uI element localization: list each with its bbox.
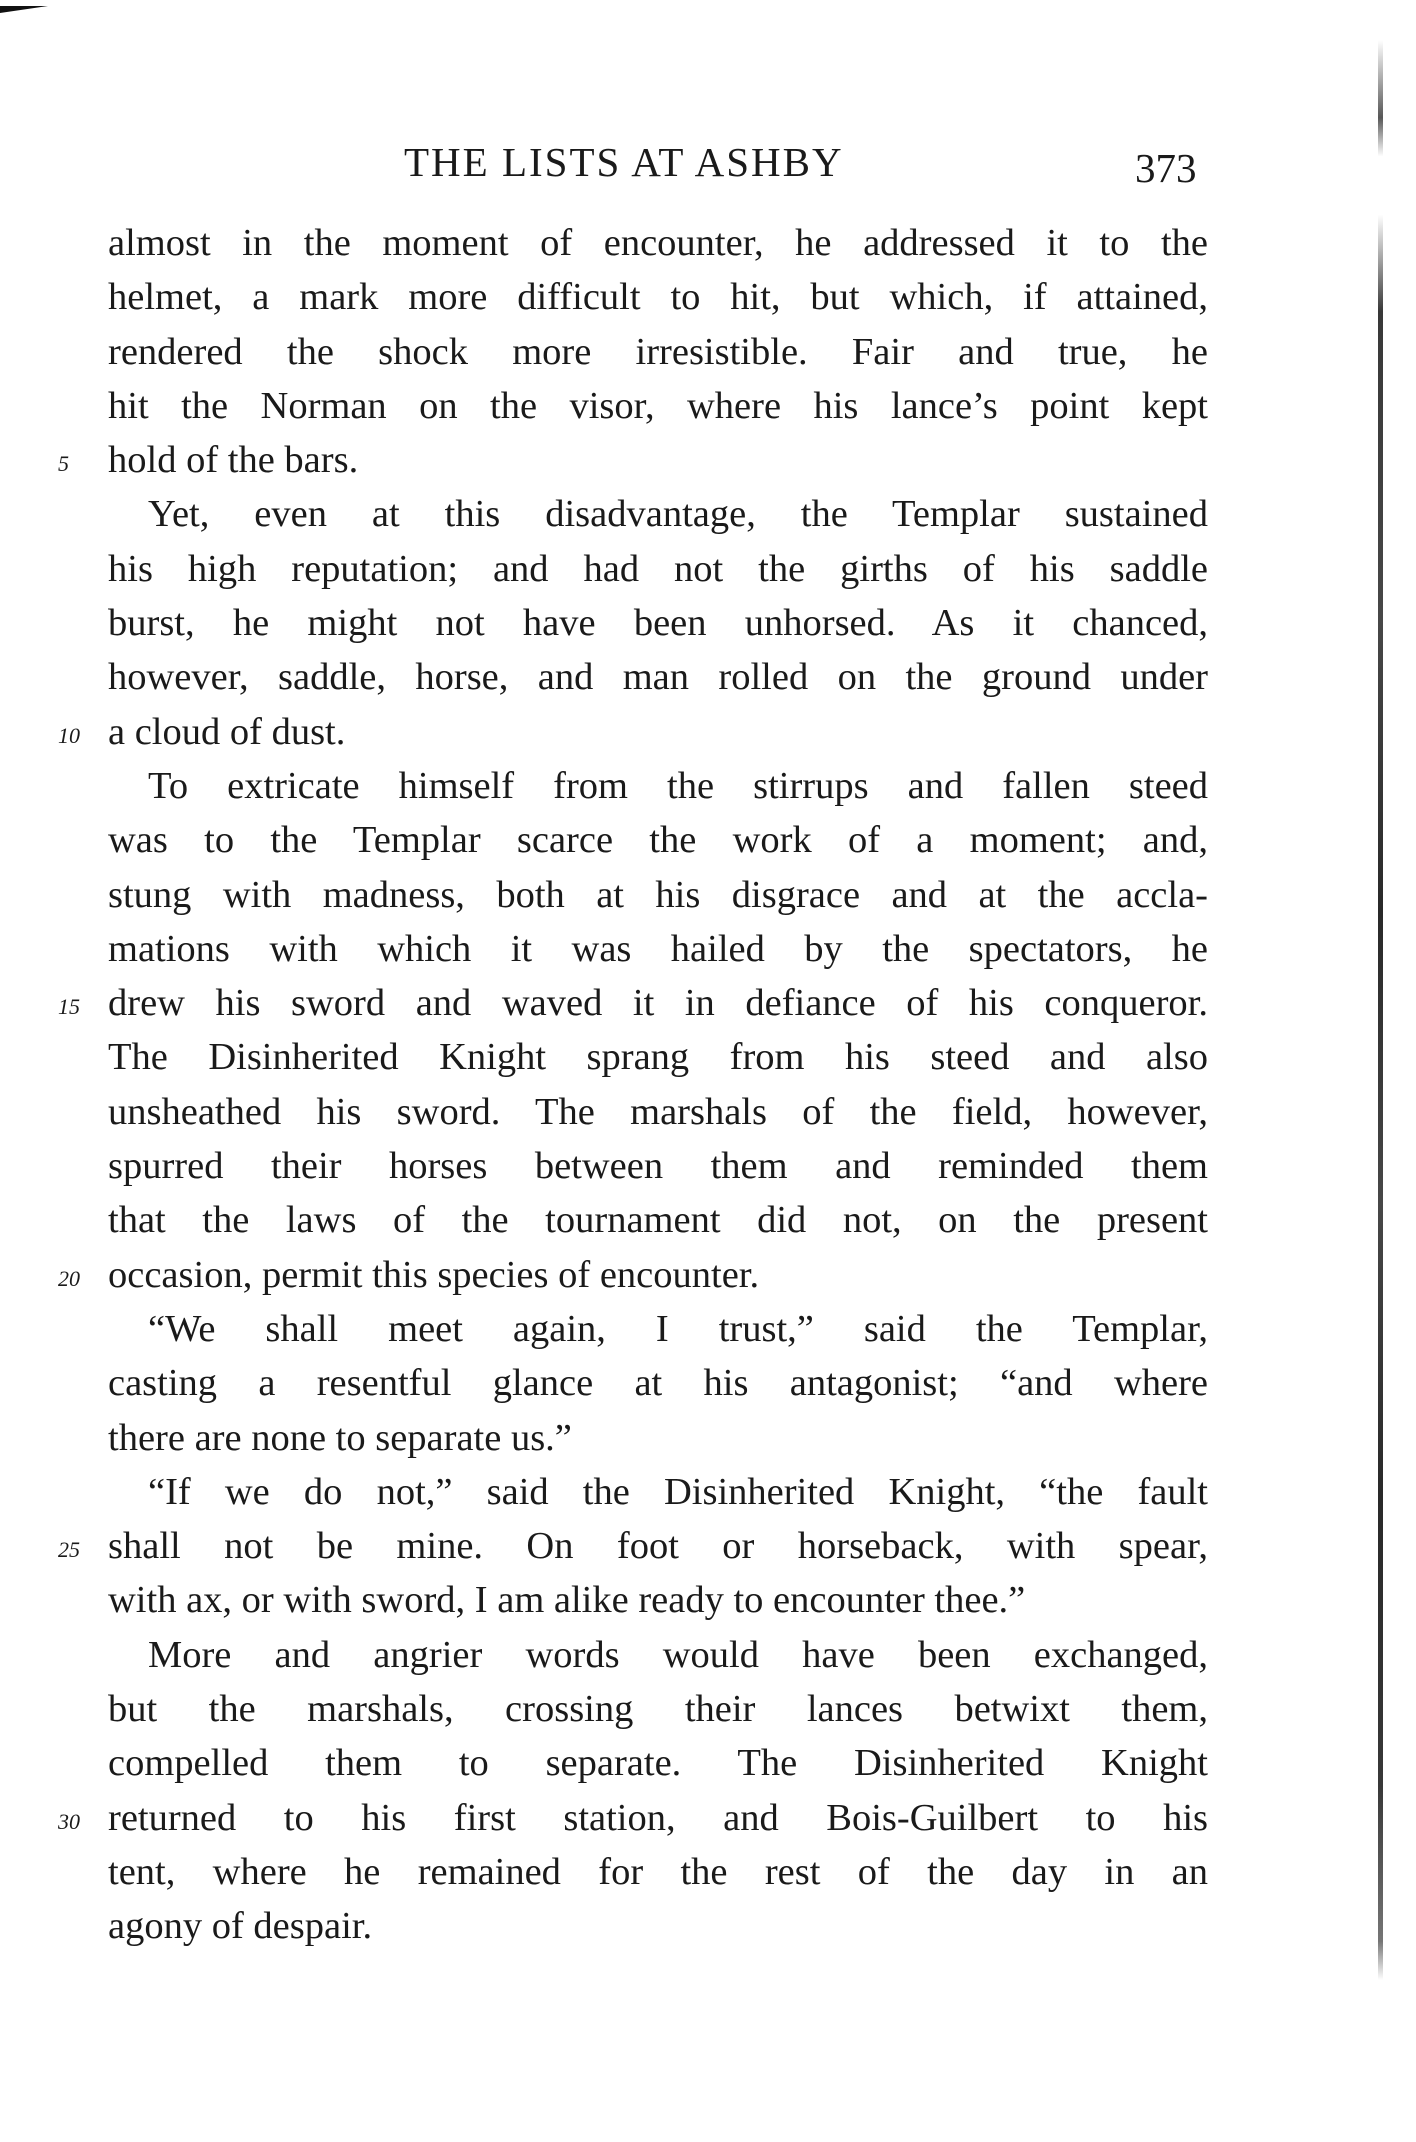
line-text: tent, where he remained for the rest of the day in an — [108, 1850, 1208, 1893]
line-text: The Disinherited Knight sprang from his steed and also — [108, 1036, 1208, 1079]
text-line — [108, 1302, 1208, 1356]
corner-mark — [0, 6, 48, 13]
page-header — [0, 138, 1416, 191]
text-line — [108, 270, 1208, 324]
line-text: burst, he might not have been unhorsed. As it chanced, — [108, 602, 1208, 645]
line-text: spurred their horses between them and reminded them — [108, 1145, 1208, 1188]
line-number: 20 — [58, 1265, 80, 1291]
line-text: agony of despair. — [108, 1905, 373, 1948]
running-title: THE LISTS AT ASHBY — [404, 139, 844, 185]
line-number: 5 — [58, 451, 69, 477]
line-text: compelled them to separate. The Disinherited Knight — [108, 1742, 1208, 1785]
page-spine-edge — [1378, 40, 1383, 1980]
line-text: but the marshals, crossing their lances betwixt them, — [108, 1688, 1208, 1731]
text-line — [58, 433, 1208, 487]
text-line — [108, 596, 1208, 650]
text-line — [108, 1736, 1208, 1790]
line-text: almost in the moment of encounter, he addressed it to the — [108, 222, 1208, 264]
line-text: mations with which it was hailed by the spectators, he — [108, 927, 1208, 970]
text-line — [108, 379, 1208, 433]
line-text: unsheathed his sword. The marshals of the field, however, — [108, 1090, 1208, 1133]
text-line — [58, 976, 1208, 1030]
text-line — [108, 1573, 1208, 1627]
text-line — [108, 1085, 1208, 1139]
text-line — [108, 1628, 1208, 1682]
line-number: 15 — [58, 994, 80, 1020]
line-text: rendered the shock more irresistible. Fair and true, he — [108, 330, 1208, 373]
text-line — [108, 650, 1208, 704]
text-line — [108, 1356, 1208, 1410]
line-text: with ax, or with sword, I am alike ready to encounter thee.” — [108, 1579, 1026, 1622]
text-line — [108, 759, 1208, 813]
text-line — [108, 922, 1208, 976]
text-line — [108, 1193, 1208, 1247]
text-line — [108, 1682, 1208, 1736]
line-text: helmet, a mark more difficult to hit, but which, if attained, — [108, 276, 1208, 319]
line-text: shall not be mine. On foot or horseback, with spear, — [108, 1525, 1208, 1568]
line-text: a cloud of dust. — [108, 710, 346, 753]
line-number: 30 — [58, 1808, 80, 1834]
page-number: 373 — [1135, 145, 1197, 191]
text-line — [108, 1139, 1208, 1193]
text-line — [108, 487, 1208, 541]
text-line — [58, 1791, 1208, 1845]
body-text — [58, 216, 1208, 1954]
text-line — [108, 1899, 1208, 1953]
line-number: 10 — [58, 722, 80, 748]
line-text: “If we do not,” said the Disinherited Knight, “the fault — [148, 1470, 1208, 1513]
line-text: that the laws of the tournament did not, on the present — [108, 1199, 1208, 1242]
line-text: casting a resentful glance at his antagonist; “and where — [108, 1362, 1208, 1405]
line-text: To extricate himself from the stirrups and fallen steed — [148, 764, 1208, 807]
text-line — [108, 325, 1208, 379]
text-line — [108, 542, 1208, 596]
line-number: 25 — [58, 1537, 80, 1563]
text-line — [58, 1519, 1208, 1573]
text-line — [108, 1411, 1208, 1465]
text-line — [108, 1845, 1208, 1899]
text-line — [108, 216, 1208, 270]
line-text: Yet, even at this disadvantage, the Templar sustained — [148, 493, 1208, 536]
line-text: hold of the bars. — [108, 439, 359, 482]
text-line — [58, 1248, 1208, 1302]
line-text: there are none to separate us.” — [108, 1416, 572, 1459]
text-line — [108, 1030, 1208, 1084]
text-line — [108, 1465, 1208, 1519]
line-text: hit the Norman on the visor, where his lance’s point kept — [108, 384, 1208, 427]
line-text: was to the Templar scarce the work of a moment; and, — [108, 819, 1208, 862]
line-text: More and angrier words would have been exchanged, — [148, 1633, 1208, 1676]
line-text: his high reputation; and had not the girths of his saddle — [108, 547, 1208, 590]
text-line — [108, 868, 1208, 922]
line-text: returned to his first station, and Bois-Guilbert to his — [108, 1796, 1208, 1839]
line-text: occasion, permit this species of encounter. — [108, 1253, 760, 1296]
line-text: however, saddle, horse, and man rolled on the ground under — [108, 656, 1208, 699]
line-text: stung with madness, both at his disgrace and at the accla- — [108, 873, 1208, 916]
text-line — [108, 813, 1208, 867]
text-line — [58, 705, 1208, 759]
line-text: drew his sword and waved it in defiance of his conqueror. — [108, 982, 1208, 1025]
line-text: “We shall meet again, I trust,” said the Templar, — [148, 1307, 1208, 1350]
